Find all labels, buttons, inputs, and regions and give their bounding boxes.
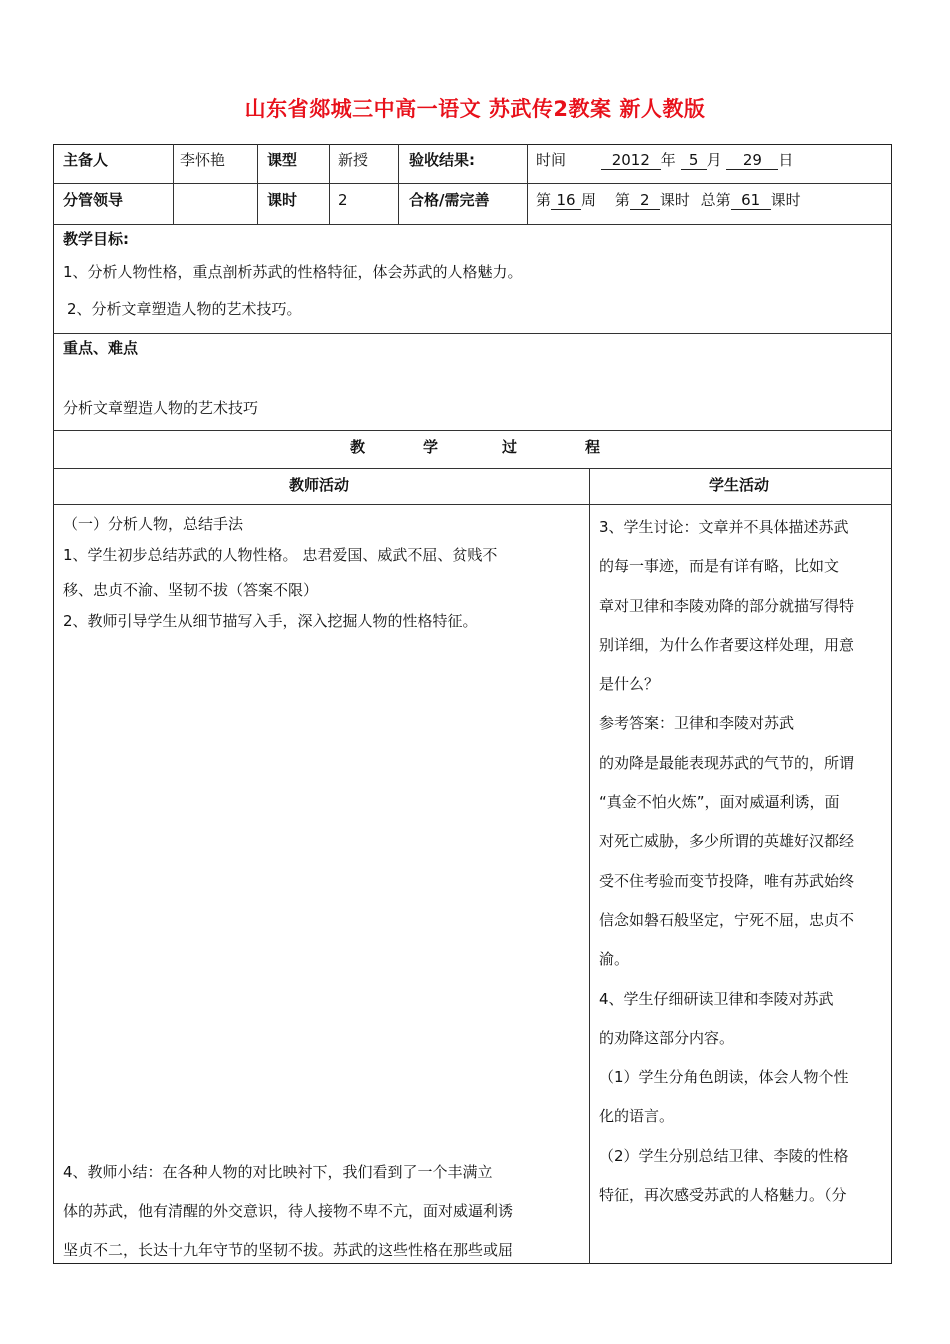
key-points-text: 分析文章塑造人物的艺术技巧 <box>63 399 259 417</box>
time-label: 时间 <box>536 151 567 169</box>
student-line: 化的语言。 <box>599 1107 675 1126</box>
lesson-type-label: 课型 <box>267 151 298 169</box>
total-unit: 课时 <box>770 191 801 209</box>
preparer-value: 李怀艳 <box>180 151 226 169</box>
day-unit: 日 <box>778 151 794 169</box>
lesson-unit: 课时 <box>659 191 690 209</box>
student-line: 渝。 <box>599 950 630 969</box>
pass-label: 合格/需完善 <box>409 191 490 209</box>
period-label: 课时 <box>267 191 298 209</box>
teacher-line: 移、忠贞不渝、坚韧不拔（答案不限） <box>63 581 319 599</box>
student-line: 参考答案：卫律和李陵对苏武 <box>599 714 795 733</box>
teacher-line: 2、教师引导学生从细节描写入手，深入挖掘人物的性格特征。 <box>63 612 478 630</box>
student-line: 特征，再次感受苏武的人格魅力。（分 <box>599 1186 847 1205</box>
column-divider <box>398 144 399 224</box>
month-unit: 月 <box>706 151 722 169</box>
row-divider <box>53 430 892 431</box>
column-divider <box>329 144 330 224</box>
week-unit: 周 <box>581 191 597 209</box>
document-title: 山东省郯城三中高一语文 苏武传2教案 新人教版 <box>244 97 706 121</box>
leader-label: 分管领导 <box>63 191 124 209</box>
student-line: 4、学生仔细研读卫律和李陵对苏武 <box>599 989 834 1008</box>
student-line: 3、学生讨论：文章并不具体描述苏武 <box>599 518 849 536</box>
teacher-line: （一）分析人物，总结手法 <box>63 515 244 533</box>
goals-heading: 教学目标: <box>63 230 129 248</box>
week-prefix: 第 <box>536 191 552 209</box>
student-activity-heading: 学生活动 <box>709 476 770 494</box>
month-value: 5 <box>681 152 707 170</box>
lesson-value: 2 <box>630 192 660 210</box>
week-value: 16 <box>551 192 581 210</box>
column-divider <box>257 144 258 224</box>
year-unit: 年 <box>660 151 676 169</box>
teacher-line: 1、学生初步总结苏武的人物性格。 忠君爱国、威武不屈、贫贱不 <box>63 546 498 564</box>
process-heading-char: 程 <box>585 438 601 456</box>
row-divider <box>53 333 892 334</box>
teacher-activity-top <box>63 511 583 636</box>
goal-item: 2、分析文章塑造人物的艺术技巧。 <box>67 300 302 318</box>
row-divider <box>53 504 892 505</box>
preparer-label: 主备人 <box>63 151 109 169</box>
student-line: （2）学生分别总结卫律、李陵的性格 <box>599 1146 849 1165</box>
process-heading-char: 学 <box>423 438 439 456</box>
year-value: 2012 <box>601 152 661 170</box>
student-line: 的每一事迹，而是有详有略，比如文 <box>599 557 840 576</box>
student-line: 是什么？ <box>599 675 660 694</box>
student-line: 别详细，为什么作者要这样处理，用意 <box>599 635 855 654</box>
column-divider <box>173 144 174 224</box>
period-value: 2 <box>338 191 348 209</box>
key-points-heading: 重点、难点 <box>63 339 139 357</box>
date-field <box>536 150 793 170</box>
column-divider <box>527 144 528 224</box>
total-prefix: 总第 <box>700 191 731 209</box>
row-divider <box>53 224 892 225</box>
student-line: 的劝降是最能表现苏武的气节的，所谓 <box>599 753 855 772</box>
column-divider <box>589 468 590 1264</box>
student-line: 受不住考验而变节投降，唯有苏武始终 <box>599 871 855 890</box>
teacher-line: 坚贞不二，长达十九年守节的坚韧不拔。苏武的这些性格在那些或屈 <box>63 1241 514 1259</box>
process-heading-char: 过 <box>502 438 518 456</box>
student-line: 的劝降这部分内容。 <box>599 1028 735 1047</box>
total-value: 61 <box>731 192 771 210</box>
lesson-type-value: 新授 <box>338 151 369 169</box>
row-divider <box>53 468 892 469</box>
student-line: 信念如磐石般坚定，宁死不屈，忠贞不 <box>599 910 855 929</box>
goal-item: 1、分析人物性格，重点剖析苏武的性格特征，体会苏武的人格魅力。 <box>63 263 523 281</box>
teacher-line: 体的苏武，他有清醒的外交意识，待人接物不卑不亢，面对威逼利诱 <box>63 1202 514 1220</box>
teacher-activity-summary <box>63 1153 583 1270</box>
student-line: （1）学生分角色朗读，体会人物个性 <box>599 1068 849 1087</box>
day-value: 29 <box>726 152 778 170</box>
student-activity <box>599 508 889 1215</box>
process-heading-char: 教 <box>350 438 366 456</box>
row-divider <box>53 183 892 184</box>
teacher-activity-heading: 教师活动 <box>289 476 350 494</box>
schedule-field <box>536 190 801 210</box>
student-line: 章对卫律和李陵劝降的部分就描写得特 <box>599 596 855 615</box>
student-line: “真金不怕火炼”，面对威逼利诱，面 <box>599 793 840 812</box>
lesson-prefix: 第 <box>614 191 630 209</box>
student-line: 对死亡威胁，多少所谓的英雄好汉都经 <box>599 832 855 851</box>
teacher-line: 4、教师小结：在各种人物的对比映衬下，我们看到了一个丰满立 <box>63 1163 493 1181</box>
check-result-label: 验收结果: <box>409 151 475 169</box>
